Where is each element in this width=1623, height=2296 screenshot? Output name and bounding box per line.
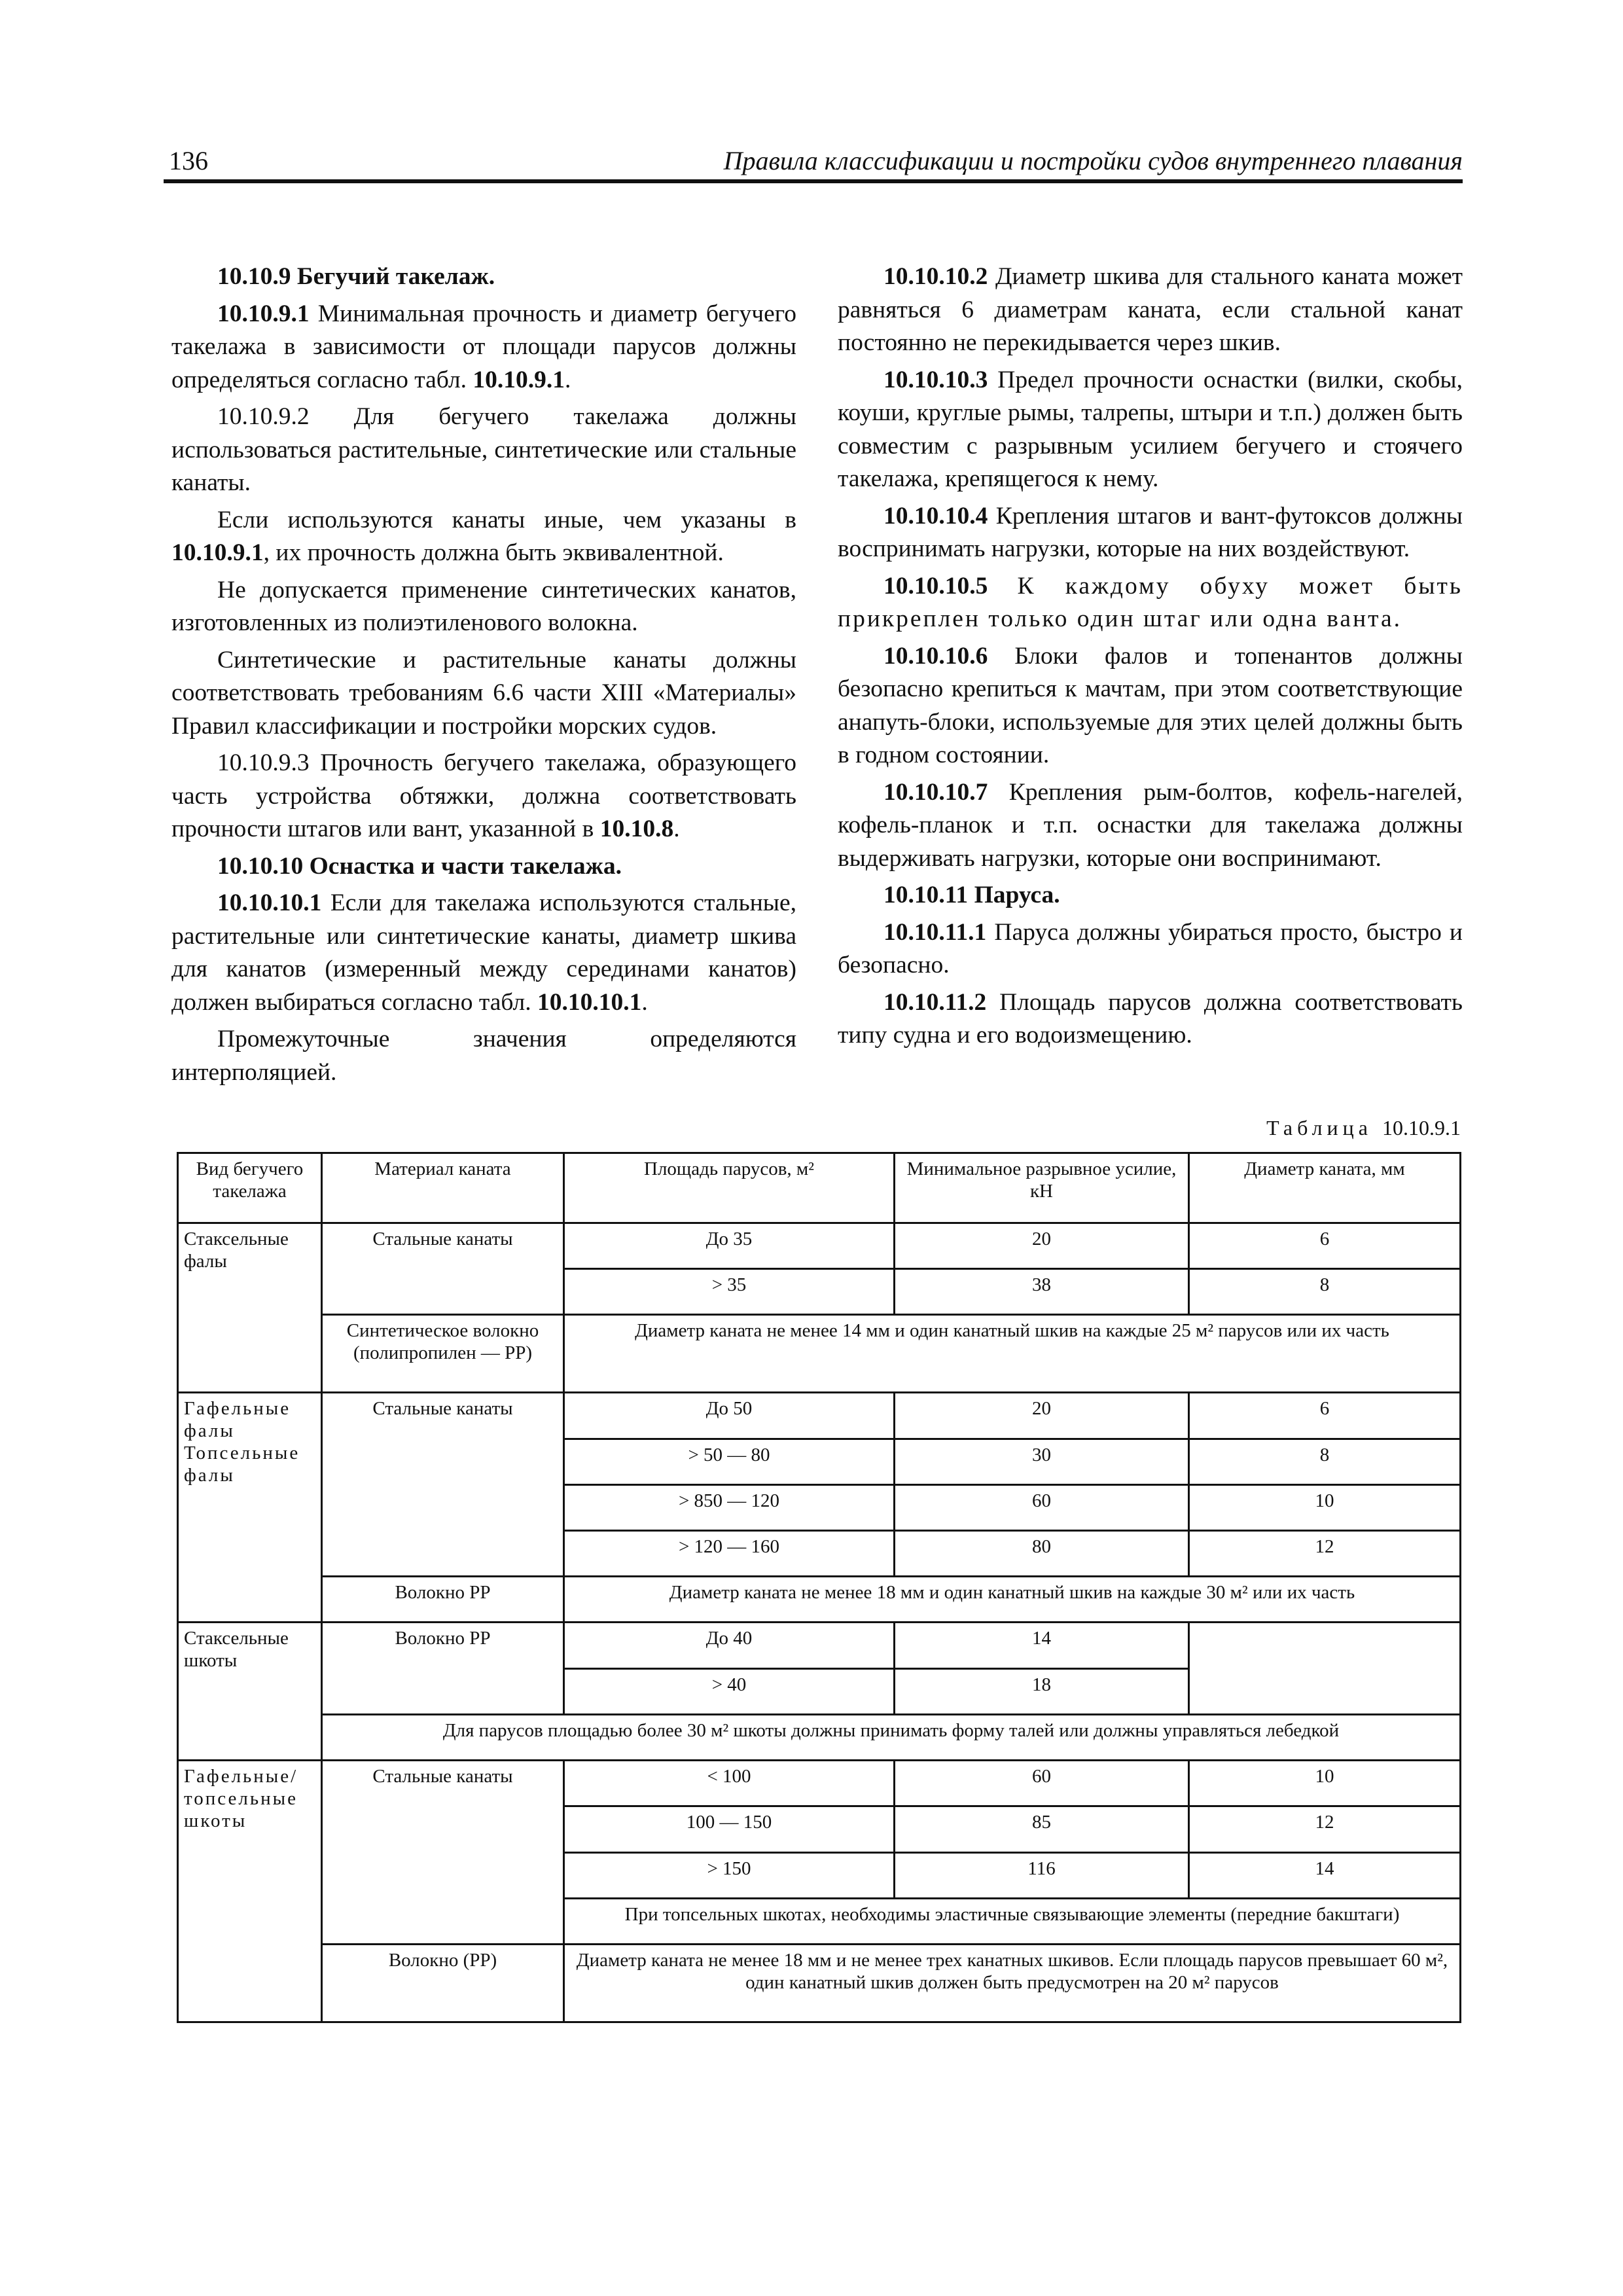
paragraph-10-10-10-3: 10.10.10.3 Предел прочности оснастки (вилки, скобы, коуши, круглые рымы, талрепы, штыри и т.п.) должен быть совместим с разрывным усилием бегучего и стоячего такелажа, крепящегося к нему. (838, 366, 1463, 492)
cell-diameter-empty (1189, 1623, 1461, 1714)
paragraph-number: 10.10.9.1 (217, 300, 310, 327)
running-title: Правила классификации и постройки судов внутреннего плавания (723, 146, 1463, 175)
paragraph-10-10-11-2: 10.10.11.2 Площадь парусов должна соответствовать типу судна и его водоизмещению. (838, 988, 1463, 1049)
cell-rigging-type: Гафельные фалы Топсельные фалы (178, 1393, 322, 1623)
cell-force: 60 (895, 1761, 1189, 1806)
paragraph-number: 10.10.10.3 (883, 366, 988, 393)
table-row (178, 1315, 1461, 1393)
cell-material: Стальные канаты (322, 1223, 564, 1315)
cell-area: > 40 (564, 1668, 895, 1714)
paragraph-number: 10.10.10.2 (883, 263, 988, 290)
cell-material: Волокно PP (322, 1577, 564, 1623)
cell-note: Диаметр каната не менее 18 мм и один канатный шкив на каждые 30 м² или их часть (564, 1577, 1461, 1623)
section-number: 10.10.10 (217, 852, 304, 880)
table-row (178, 1945, 1461, 2022)
right-column (838, 260, 1463, 1052)
section-number: 10.10.9 (217, 263, 291, 290)
cell-force: 20 (895, 1393, 1189, 1439)
paragraph-number: 10.10.11.1 (883, 918, 987, 946)
cell-rigging-type: Стаксельные фалы (178, 1223, 322, 1393)
cell-note: Диаметр каната не менее 18 мм и не менее трех канатных шкивов. Если площадь парусов превышает 60 м², один канатный шкив должен быть предусмотрен на 20 м² парусов (564, 1945, 1461, 2022)
cell-diameter: 8 (1189, 1269, 1461, 1315)
table-caption (1266, 1116, 1461, 1140)
section-number: 10.10.11 (883, 882, 969, 908)
paragraph-10-10-10-6: 10.10.10.6 Блоки фалов и топенантов должны безопасно крепиться к мачтам, при этом соответствующие анапуть-блоки, используемые для этих целей должны быть в годном состоянии. (838, 642, 1463, 768)
cell-material: Волокно PP (322, 1623, 564, 1714)
paragraph-number: 10.10.10.1 (217, 889, 322, 916)
cell-diameter: 12 (1189, 1531, 1461, 1577)
cell-force: 116 (895, 1852, 1189, 1898)
cell-area: До 50 (564, 1393, 895, 1439)
cell-material: Синтетическое волокно (полипропилен — PP) (322, 1315, 564, 1393)
paragraph-10-10-10-2: 10.10.10.2 Диаметр шкива для стального каната может равняться 6 диаметрам каната, если стальной канат постоянно не перекидывается через шкив. (838, 263, 1463, 356)
paragraph-10-10-11-1: 10.10.11.1 Паруса должны убираться просто, быстро и безопасно. (838, 918, 1463, 978)
cell-diameter: 10 (1189, 1761, 1461, 1806)
cell-rigging-type: Стаксельные шкоты (178, 1623, 322, 1761)
paragraph-synthetic-requirements: Синтетические и растительные канаты должны соответствовать требованиям 6.6 части XIII «Материалы» Правил классификации и постройки морских судов. (171, 646, 796, 740)
header-area: Площадь парусов, м² (564, 1153, 895, 1223)
cell-note: Для парусов площадью более 30 м² шкоты должны принимать форму талей или должны управляться лебедкой (322, 1714, 1461, 1760)
cell-force: 30 (895, 1439, 1189, 1484)
table-caption-number: 10.10.9.1 (1382, 1116, 1461, 1139)
cell-force: 85 (895, 1806, 1189, 1852)
section-10-10-10 (171, 850, 796, 884)
cell-material: Стальные канаты (322, 1393, 564, 1577)
cell-force: 20 (895, 1223, 1189, 1269)
paragraph-number: 10.10.10.6 (883, 642, 988, 670)
cell-note: При топсельных шкотах, необходимы эластичные связывающие элементы (передние бакштаги) (564, 1898, 1461, 1944)
cell-area: < 100 (564, 1761, 895, 1806)
cell-material: Стальные канаты (322, 1761, 564, 1945)
cell-force: 18 (895, 1668, 1189, 1714)
paragraph-10-10-9-1: 10.10.9.1 Минимальная прочность и диаметр бегучего такелажа в зависимости от площади парусов должны определяться согласно табл. 10.10.9.1. (171, 300, 796, 393)
left-column (171, 260, 796, 1089)
paragraph-10-10-9-3: 10.10.9.3 Прочность бегучего такелажа, образующего часть устройства обтяжки, должна соответствовать прочности штагов или вант, указанной в 10.10.8. (171, 749, 796, 842)
cell-area: > 50 — 80 (564, 1439, 895, 1484)
cell-diameter: 6 (1189, 1223, 1461, 1269)
section-10-10-9 (171, 260, 796, 294)
paragraph-interpolation: Промежуточные значения определяются интерполяцией. (171, 1026, 796, 1086)
paragraph-number: 10.10.10.5 (883, 572, 988, 600)
cell-note: Диаметр каната не менее 14 мм и один канатный шкив на каждые 25 м² парусов или их часть (564, 1315, 1461, 1393)
cell-area: > 150 (564, 1852, 895, 1898)
paragraph-number: 10.10.11.2 (883, 988, 987, 1016)
table-row (178, 1761, 1461, 1806)
cell-diameter: 14 (1189, 1852, 1461, 1898)
paragraph-10-10-9-2: 10.10.9.2 Для бегучего такелажа должны использоваться растительные, синтетические или стальные канаты. (171, 403, 796, 496)
table-ref: 10.10.9.1 (473, 366, 565, 393)
paragraph-number: 10.10.10.7 (883, 778, 988, 806)
section-title: Паруса. (968, 882, 1060, 908)
table-row (178, 1223, 1461, 1269)
paragraph-other-ropes: Если используются канаты иные, чем указаны в 10.10.9.1, их прочность должна быть эквивалентной. (171, 506, 796, 566)
header-force: Минимальное разрывное усилие, кН (895, 1153, 1189, 1223)
table-row (178, 1393, 1461, 1439)
cell-diameter: 12 (1189, 1806, 1461, 1852)
table-header-row (178, 1153, 1461, 1223)
section-title: Оснастка и части такелажа. (303, 852, 622, 880)
cell-area: До 35 (564, 1223, 895, 1269)
cell-area: > 35 (564, 1269, 895, 1315)
cell-area: > 120 — 160 (564, 1531, 895, 1577)
cell-rigging-type: Гафельные/ топсельные шкоты (178, 1761, 322, 2022)
table-row (178, 1714, 1461, 1760)
section-ref: 10.10.8 (599, 816, 674, 842)
cell-diameter: 8 (1189, 1439, 1461, 1484)
page-number: 136 (169, 146, 208, 175)
header-material: Материал каната (322, 1153, 564, 1223)
cell-diameter: 10 (1189, 1484, 1461, 1530)
paragraph-number: 10.10.10.4 (883, 502, 988, 529)
cell-material: Волокно (PP) (322, 1945, 564, 2022)
paragraph-polyethylene: Не допускается применение синтетических канатов, изготовленных из полиэтиленового волокна. (171, 576, 796, 636)
section-ref: 10.10.9.1 (171, 539, 264, 566)
paragraph-10-10-10-5: 10.10.10.5 К каждому обуху может быть прикреплен только один штаг или одна ванта. (838, 572, 1463, 632)
paragraph-10-10-10-1: 10.10.10.1 Если для такелажа используются стальные, растительные или синтетические канаты, диаметр шкива для канатов (измеренный между серединами канатов) должен выбираться согласно табл. 10.10.10.1. (171, 889, 796, 1016)
running-rigging-table (177, 1152, 1461, 2023)
section-10-10-11 (838, 879, 1463, 912)
section-title: Бегучий такелаж. (291, 263, 495, 290)
table-caption-label: Таблица (1266, 1116, 1372, 1139)
cell-force: 60 (895, 1484, 1189, 1530)
cell-force: 14 (895, 1623, 1189, 1668)
header-diameter: Диаметр каната, мм (1189, 1153, 1461, 1223)
table-ref: 10.10.10.1 (537, 988, 642, 1016)
cell-area: До 40 (564, 1623, 895, 1668)
cell-force: 80 (895, 1531, 1189, 1577)
table-row (178, 1577, 1461, 1623)
cell-force: 38 (895, 1269, 1189, 1315)
table-row (178, 1623, 1461, 1668)
cell-area: 100 — 150 (564, 1806, 895, 1852)
page-header (164, 145, 1463, 183)
cell-diameter: 6 (1189, 1393, 1461, 1439)
cell-area: > 850 — 120 (564, 1484, 895, 1530)
paragraph-10-10-10-4: 10.10.10.4 Крепления штагов и вант-футоксов должны воспринимать нагрузки, которые на них воздействуют. (838, 502, 1463, 562)
paragraph-10-10-10-7: 10.10.10.7 Крепления рым-болтов, кофель-нагелей, кофель-планок и т.п. оснастки для такелажа должны выдерживать нагрузки, которые они воспринимают. (838, 778, 1463, 872)
header-type: Вид бегучего такелажа (178, 1153, 322, 1223)
